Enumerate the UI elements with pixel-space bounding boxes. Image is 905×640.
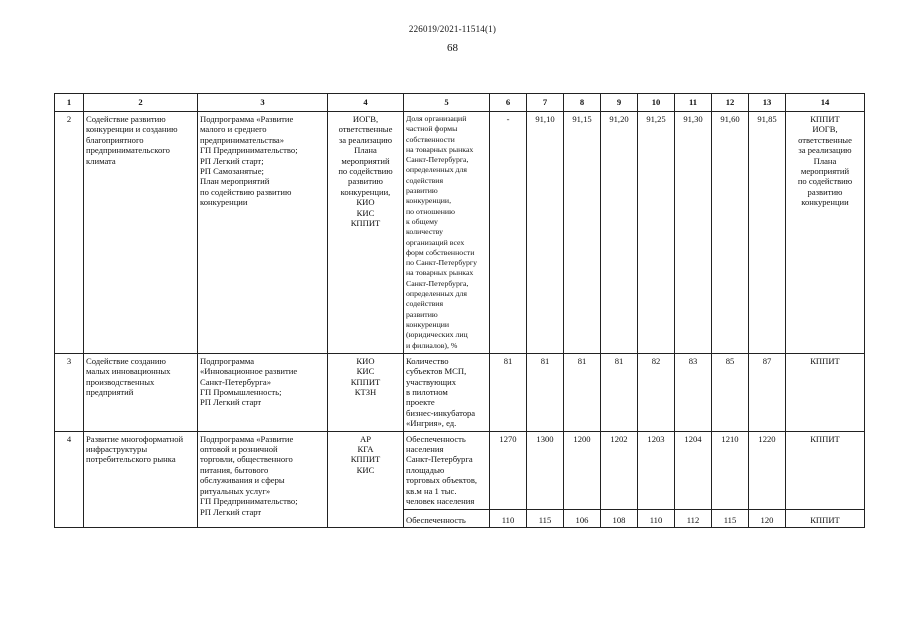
value-cell: 1300 — [527, 431, 564, 509]
row-number: 4 — [55, 431, 84, 527]
value-cell: 110 — [490, 509, 527, 527]
column-header: 4 — [328, 94, 404, 112]
value-cell: 81 — [490, 353, 527, 431]
column-header: 10 — [638, 94, 675, 112]
programs-cell: Подпрограмма «Развитие оптовой и розничной торговли, общественного питания, бытового обслуживания и сферы ритуальных услуг» ГП Предпринимательство; РП Легкий старт — [198, 431, 328, 527]
row-number: 3 — [55, 353, 84, 431]
value-cell: 82 — [638, 353, 675, 431]
row-number: 2 — [55, 112, 84, 354]
responsible-cell: КППИТ — [786, 509, 865, 527]
table-row — [55, 112, 865, 354]
column-header: 14 — [786, 94, 865, 112]
value-cell: 85 — [712, 353, 749, 431]
indicator-cell: Количество субъектов МСП, участвующих в пилотном проекте бизнес-инкубатора «Ингрия», ед. — [404, 353, 490, 431]
column-header: 3 — [198, 94, 328, 112]
indicator-cell: Доля организаций частной формы собственности на товарных рынках Санкт-Петербурга, определенных для содействия развитию конкуренции, по отношению к общему количеству организаций всех форм собственности по Санкт-Петербургу на товарных рынках Санкт-Петербурга, определенных для содействия развитию конкуренции (юридических лиц и филиалов), % — [404, 112, 490, 354]
value-cell: 81 — [564, 353, 601, 431]
executors-cell: КИО КИС КППИТ КТЗН — [328, 353, 404, 431]
responsible-cell: КППИТ ИОГВ, ответственные за реализацию Плана мероприятий по содействию развитию конкуренции — [786, 112, 865, 354]
value-cell: 110 — [638, 509, 675, 527]
column-header: 9 — [601, 94, 638, 112]
value-cell: 91,30 — [675, 112, 712, 354]
value-cell: 115 — [712, 509, 749, 527]
value-cell: 1204 — [675, 431, 712, 509]
value-cell: 91,25 — [638, 112, 675, 354]
task-cell: Развитие многоформатной инфраструктуры потребительского рынка — [84, 431, 198, 527]
value-cell: 120 — [749, 509, 786, 527]
table-row — [55, 431, 865, 509]
programs-cell: Подпрограмма «Развитие малого и среднего предпринимательства» ГП Предпринимательство; РП Легкий старт; РП Самозанятые; План мероприятий по содействию развитию конкуренции — [198, 112, 328, 354]
indicator-table — [54, 93, 865, 528]
value-cell: 1220 — [749, 431, 786, 509]
indicator-cell: Обеспеченность населения Санкт-Петербурга площадью торговых объектов, кв.м на 1 тыс. человек населения — [404, 431, 490, 509]
column-header: 13 — [749, 94, 786, 112]
indicator-cell: Обеспеченность — [404, 509, 490, 527]
page-number: 68 — [447, 42, 458, 54]
value-cell: 91,60 — [712, 112, 749, 354]
column-header: 1 — [55, 94, 84, 112]
column-header: 7 — [527, 94, 564, 112]
table-row — [55, 353, 865, 431]
responsible-cell: КППИТ — [786, 431, 865, 509]
table-header-row — [55, 94, 865, 112]
value-cell: 1200 — [564, 431, 601, 509]
value-cell: 81 — [601, 353, 638, 431]
value-cell: 1203 — [638, 431, 675, 509]
executors-cell: ИОГВ, ответственные за реализацию Плана мероприятий по содействию развитию конкуренции, КИО КИС КППИТ — [328, 112, 404, 354]
executors-cell: АР КГА КППИТ КИС — [328, 431, 404, 527]
document-id: 226019/2021-11514(1) — [408, 24, 497, 34]
programs-cell: Подпрограмма «Инновационное развитие Санкт-Петербурга» ГП Промышленность; РП Легкий старт — [198, 353, 328, 431]
column-header: 5 — [404, 94, 490, 112]
value-cell: 87 — [749, 353, 786, 431]
column-header: 8 — [564, 94, 601, 112]
value-cell: 1210 — [712, 431, 749, 509]
value-cell: 1270 — [490, 431, 527, 509]
value-cell: - — [490, 112, 527, 354]
column-header: 11 — [675, 94, 712, 112]
value-cell: 91,10 — [527, 112, 564, 354]
value-cell: 108 — [601, 509, 638, 527]
value-cell: 91,20 — [601, 112, 638, 354]
column-header: 2 — [84, 94, 198, 112]
value-cell: 1202 — [601, 431, 638, 509]
value-cell: 91,15 — [564, 112, 601, 354]
value-cell: 115 — [527, 509, 564, 527]
value-cell: 83 — [675, 353, 712, 431]
task-cell: Содействие созданию малых инновационных производственных предприятий — [84, 353, 198, 431]
value-cell: 112 — [675, 509, 712, 527]
column-header: 6 — [490, 94, 527, 112]
value-cell: 106 — [564, 509, 601, 527]
column-header: 12 — [712, 94, 749, 112]
value-cell: 81 — [527, 353, 564, 431]
responsible-cell: КППИТ — [786, 353, 865, 431]
task-cell: Содействие развитию конкуренции и созданию благоприятного предпринимательского климата — [84, 112, 198, 354]
value-cell: 91,85 — [749, 112, 786, 354]
